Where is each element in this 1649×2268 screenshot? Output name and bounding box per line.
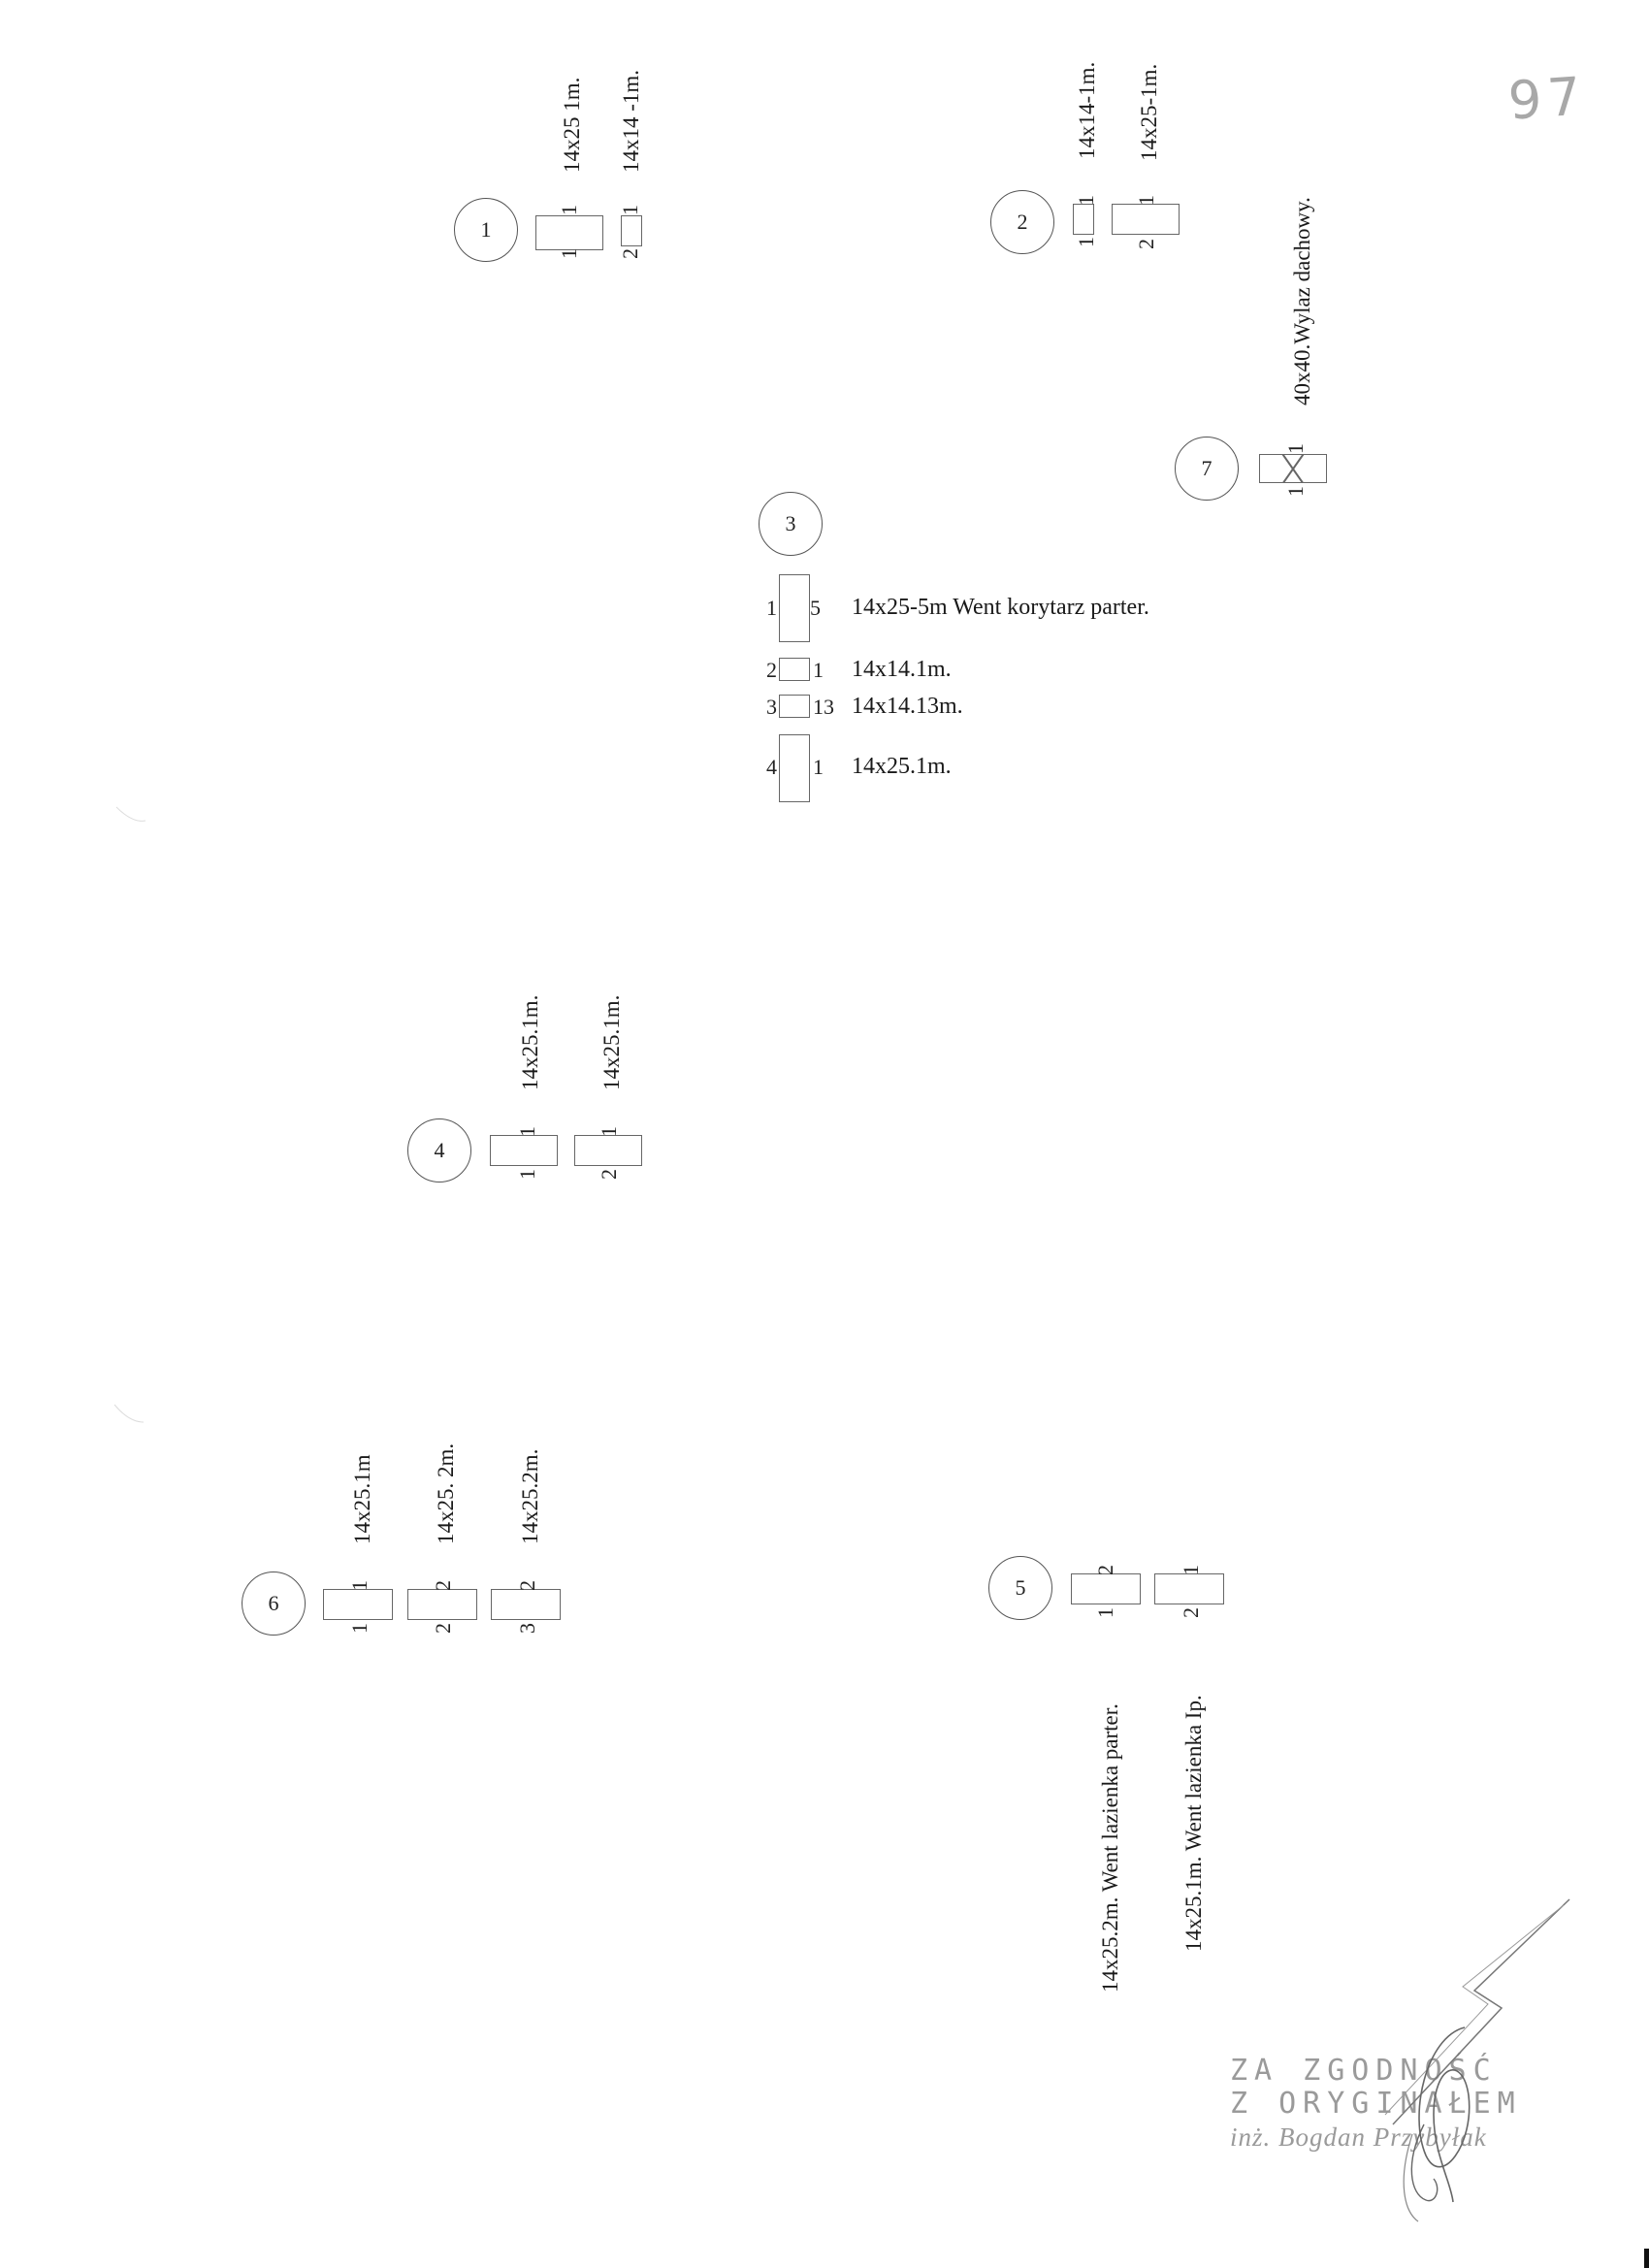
duct-label: 14x25-1m.: [1137, 63, 1161, 161]
duct-label: 14x25 1m.: [560, 77, 584, 173]
duct-left-number: 1: [347, 1623, 372, 1634]
duct-right-number: 2: [431, 1580, 455, 1591]
group-number-circle: 6: [242, 1571, 306, 1636]
duct-left-number: 1: [766, 596, 777, 620]
duct-label: 14x14.1m.: [852, 657, 952, 682]
duct-label: 14x25.2m. Went lazienka parter.: [1098, 1703, 1122, 1993]
duct-label: 14x25.1m. Went lazienka Ip.: [1181, 1695, 1206, 1952]
duct-right-number: 1: [813, 755, 824, 779]
group-number-circle: 5: [988, 1556, 1052, 1620]
duct-left-number: 2: [597, 1169, 621, 1180]
duct-right-number: 5: [810, 596, 821, 620]
duct-label: 14x25. 2m.: [434, 1442, 458, 1544]
scan-edge-mark: [1644, 2249, 1649, 2268]
duct-right-number: 1: [1134, 195, 1158, 206]
duct-right-number: 13: [813, 695, 834, 719]
duct-label: 40x40.Wylaz dachowy.: [1290, 197, 1314, 405]
duct-left-number: 1: [557, 248, 581, 259]
duct-right-number: 1: [557, 205, 581, 215]
duct-label: 14x14-1m.: [1075, 61, 1099, 159]
stamp-line-2: Z ORYGINAŁEM: [1230, 2087, 1522, 2121]
duct-right-number: 1: [1283, 443, 1308, 454]
stamp-line-3: inż. Bogdan Przybyłak: [1230, 2122, 1487, 2152]
duct-left-number: 1: [515, 1169, 539, 1180]
page-number: 97: [1505, 65, 1589, 132]
duct-right-number: 1: [1179, 1565, 1203, 1575]
duct-label: 14x14 -1m.: [619, 69, 643, 173]
group-number-circle: 1: [454, 198, 518, 262]
duct-label: 14x25.2m.: [518, 1448, 542, 1544]
duct-right-number: 1: [1074, 195, 1098, 206]
duct-right-number: 1: [515, 1126, 539, 1137]
group-number-circle: 2: [990, 190, 1054, 254]
duct-left-number: 3: [766, 695, 777, 719]
group-number-circle: 7: [1175, 437, 1239, 501]
duct-right-number: 1: [347, 1580, 372, 1591]
duct-right-number: 2: [515, 1580, 539, 1591]
duct-left-number: 2: [618, 248, 642, 259]
duct-right-number: 2: [1093, 1565, 1117, 1575]
duct-left-number: 2: [766, 658, 777, 682]
group-number-circle: 4: [407, 1118, 471, 1183]
stamp-line-1: ZA ZGODNOŚĆ: [1230, 2054, 1498, 2088]
duct-left-number: 2: [1134, 239, 1158, 249]
duct-label: 14x25.1m.: [852, 754, 952, 779]
duct-label: 14x25.1m.: [518, 994, 542, 1090]
duct-left-number: 1: [1074, 237, 1098, 247]
duct-left-number: 1: [1093, 1607, 1117, 1618]
duct-right-number: 1: [618, 205, 642, 215]
duct-left-number: 1: [1283, 486, 1308, 497]
duct-label: 14x25.1m.: [599, 994, 624, 1090]
duct-label: 14x25.1m: [350, 1454, 374, 1544]
duct-left-number: 2: [1179, 1607, 1203, 1618]
duct-left-number: 4: [766, 755, 777, 779]
duct-label: 14x14.13m.: [852, 694, 963, 719]
group-number-circle: 3: [759, 492, 823, 556]
duct-label: 14x25-5m Went korytarz parter.: [852, 595, 1149, 620]
duct-left-number: 3: [515, 1623, 539, 1634]
duct-right-number: 1: [813, 658, 824, 682]
duct-right-number: 1: [597, 1126, 621, 1137]
duct-left-number: 2: [431, 1623, 455, 1634]
